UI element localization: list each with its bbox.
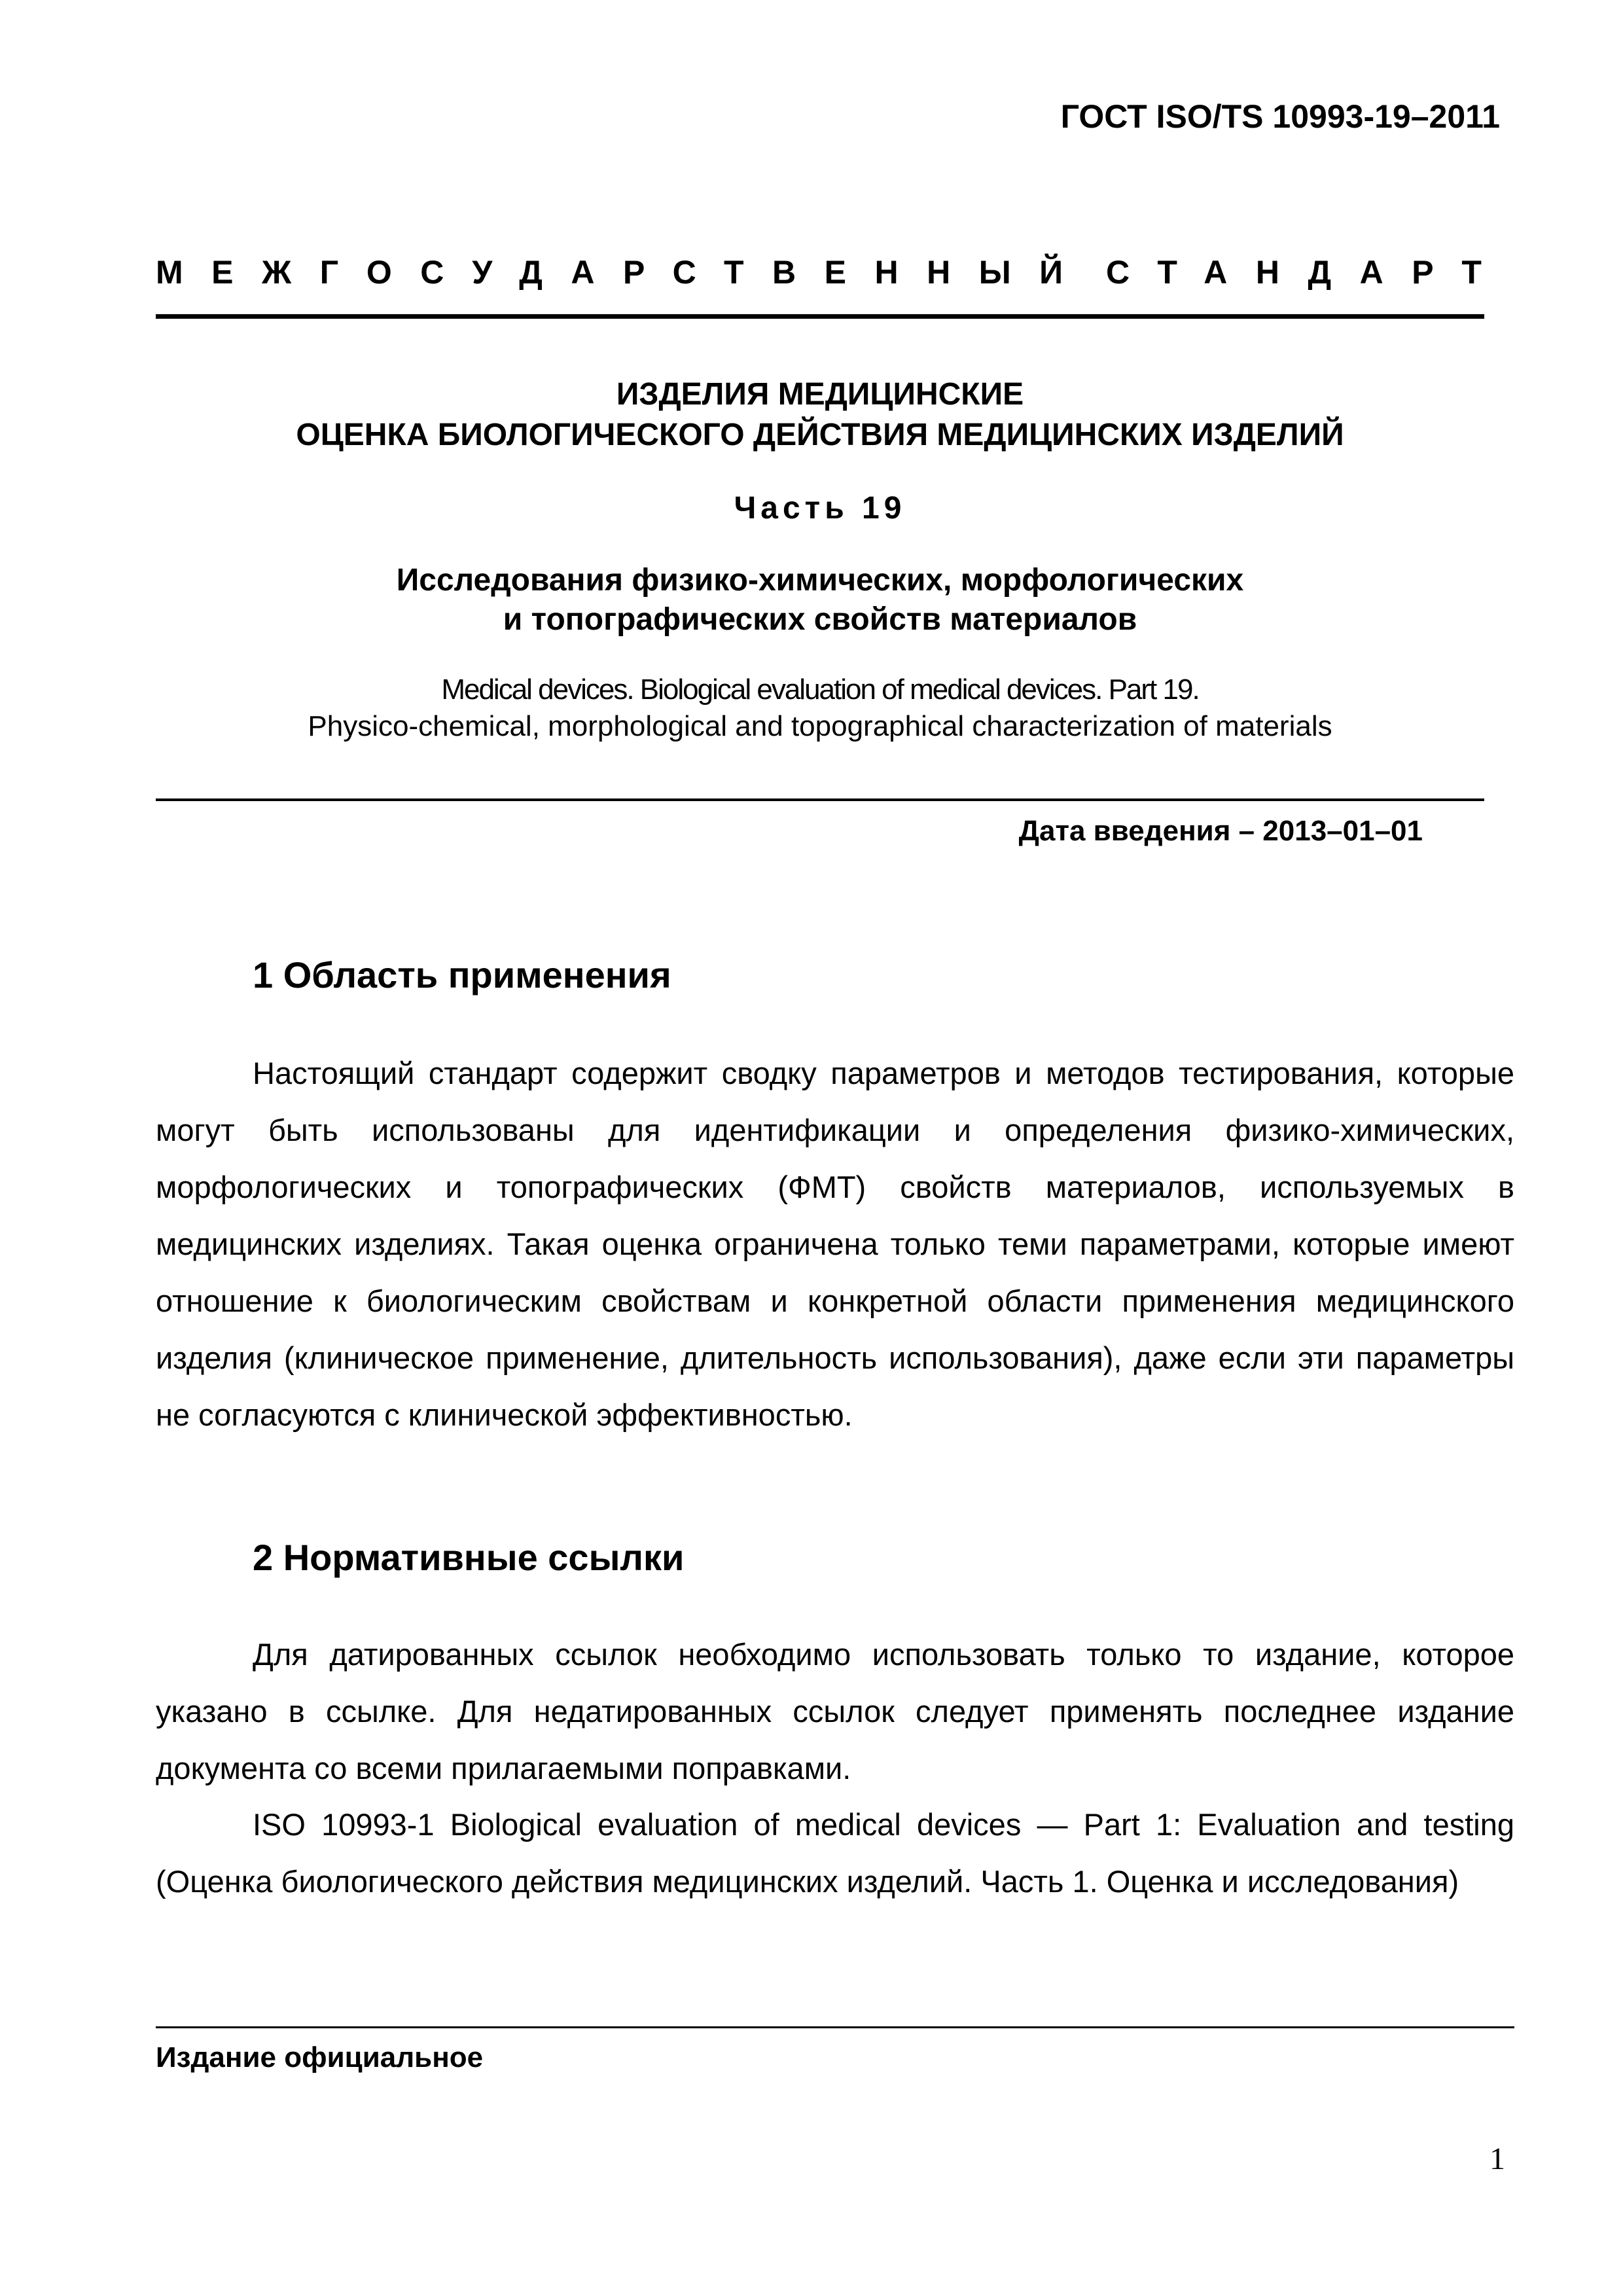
references-item-iso-10993-1: ISO 10993-1 Biological evaluation of medical devices — Part 1: Evaluation and testing (Оценка биологического действия медицинских изделий. Часть 1. Оценка и исследования) bbox=[156, 1807, 1514, 1899]
header-rule bbox=[156, 314, 1484, 319]
official-edition-label: Издание официальное bbox=[156, 2041, 484, 2073]
english-title-line-1: Medical devices. Biological evaluation of medical devices. Part 19. bbox=[441, 673, 1199, 706]
subtitle-line-1: Исследования физико-химических, морфологических bbox=[396, 563, 1244, 598]
scope-paragraph: Настоящий стандарт содержит сводку параметров и методов тестирования, которые могут быть использованы для идентификации и определения физико-химических, морфологических и топографических (ФМТ) свойств материалов, используемых в медицинских изделиях. Такая оценка ограничена только теми параметрами, которые имеют отношение к биологическим свойствам и конкретной области применения медицинского изделия (клиническое применение, длительность использования), даже если эти параметры не согласуются с клинической эффективностью. bbox=[156, 1056, 1514, 1432]
part-number: Часть 19 bbox=[734, 491, 906, 526]
references-paragraph: Для датированных ссылок необходимо использовать только то издание, которое указано в ссылке. Для недатированных ссылок следует применять последнее издание документа со всеми прилагаемыми поправками. bbox=[156, 1637, 1514, 1785]
introduction-date: Дата введения – 2013–01–01 bbox=[1018, 815, 1423, 847]
title-rule bbox=[156, 798, 1484, 801]
subtitle-line-2: и топографических свойств материалов bbox=[503, 602, 1137, 637]
title-line-1: ИЗДЕЛИЯ МЕДИЦИНСКИЕ bbox=[616, 377, 1024, 412]
banner-word-standard: СТАНДАРТ bbox=[1106, 254, 1510, 291]
footer-rule bbox=[156, 2026, 1514, 2028]
page-number: 1 bbox=[1489, 2142, 1505, 2176]
section-heading-normative-references: 2 Нормативные ссылки bbox=[253, 1537, 685, 1578]
standard-code: ГОСТ ISO/TS 10993-19–2011 bbox=[1060, 98, 1500, 135]
banner-word-interstate: МЕЖГОСУДАРСТВЕННЫЙ bbox=[156, 254, 1092, 291]
english-title-line-2: Physico-chemical, morphological and topographical characterization of materials bbox=[308, 710, 1332, 742]
title-line-2: ОЦЕНКА БИОЛОГИЧЕСКОГО ДЕЙСТВИЯ МЕДИЦИНСКИХ ИЗДЕЛИЙ bbox=[296, 418, 1344, 452]
section-heading-scope: 1 Область применения bbox=[253, 954, 671, 996]
